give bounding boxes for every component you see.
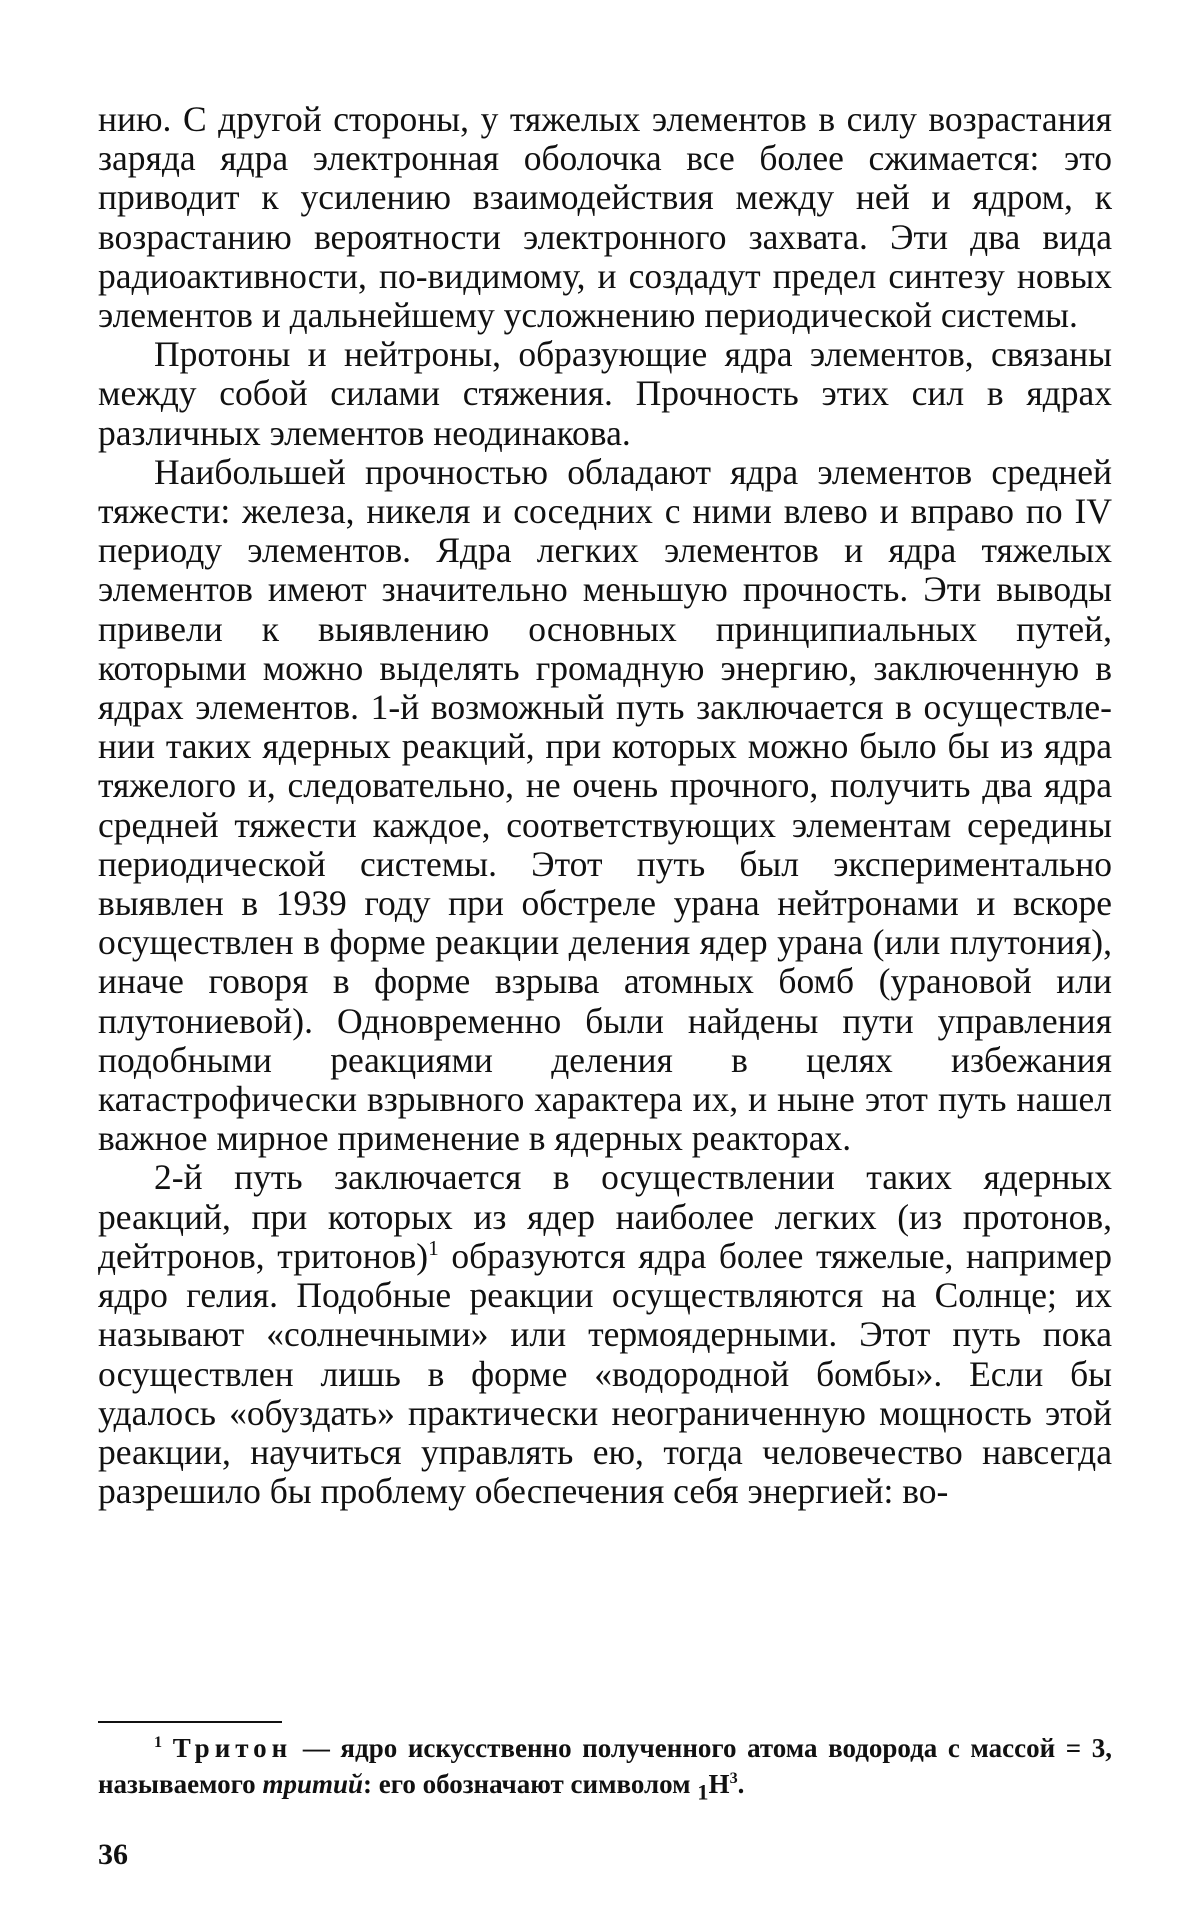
footnote-reference: 1	[428, 1236, 439, 1261]
page-number: 36	[98, 1838, 128, 1871]
symbol-superscript: 3	[729, 1769, 738, 1787]
paragraph-1: нию. С другой стороны, у тяжелых элементов в силу возрастания заряда ядра электронная оболочка все более сжимается: это приводит к усилению взаимодействия между ней и ядром, к возрастанию вероятности электронного захвата. Эти два вида радиоактивности, по-видимому, и создадут предел синтезу новых элементов и дальнейшему усложнению периодической системы.	[98, 99, 1112, 336]
footnote-italic-word: тритий	[262, 1769, 363, 1799]
paragraph-4	[98, 1158, 1112, 1511]
paragraph-4-text-a: 2-й путь заключается в осуществлении таких ядерных реакций, при которых из ядер наиболее легких (из протонов, дейтронов, тритонов)	[98, 1157, 1112, 1276]
paragraph-4-text-b: образуются ядра более тяжелые, например ядро гелия. Подобные реакции осуществляются на Солнце; их называют «солнечными» или термоядерными. Этот путь пока осуществлен лишь в форме «водородной бомбы». Если бы удалось «обуздать» практически неограниченную мощность этой реакции, научиться управлять ею, тогда человечество навсегда разрешило бы проблему обеспечения себя энергией: во-	[98, 1235, 1112, 1512]
footnote-term: Тритон	[172, 1733, 293, 1763]
paragraph-3: Наибольшей прочностью обладают ядра элементов средней тяжести: железа, никеля и соседних с ними влево и вправо по IV периоду элементов. Ядра легких элементов и ядра тяжелых элементов имеют значительно меньшую прочность. Эти выводы привели к выявлению основных принципиальных путей, которыми можно выделять громадную энергию, заключенную в ядрах элементов. 1-й возможный путь заключается в осуществлении таких ядерных реакций, при которых можно было бы из ядра тяжелого и, следовательно, не очень прочного, получить два ядра средней тяжести каждое, соответствующих элементам середины периодической системы. Этот путь был экспериментально выявлен в 1939 году при обстреле урана нейтронами и вскоре осуществлен в форме реакции деления ядер урана (или плутония), иначе говоря в форме взрыва атомных бомб (урановой или плутониевой). Одновременно были найдены пути управления подобными реакциями деления в целях избежания катастрофически взрывного характера их, и ныне этот путь нашел важное мирное применение в ядерных реакторах.	[98, 451, 1112, 1159]
footnote-definition: — ядро искусственно полученного атома водорода с массой = 3, называемого	[98, 1733, 1113, 1799]
footnote-definition-rest: : его обозначают символом	[363, 1769, 698, 1799]
paragraph-2: Протоны и нейтроны, образующие ядра элементов, связаны между собой силами стяжения. Прочность этих сил в ядрах различных элементов неодинакова.	[98, 334, 1112, 453]
footnote	[98, 1730, 1112, 1810]
symbol-subscript: 1	[697, 1779, 709, 1805]
footnote-divider	[98, 1721, 282, 1723]
footnote-end: .	[737, 1769, 745, 1799]
footnote-marker: 1	[154, 1733, 163, 1751]
page-body	[98, 100, 1112, 1511]
symbol-letter: H	[708, 1769, 730, 1799]
